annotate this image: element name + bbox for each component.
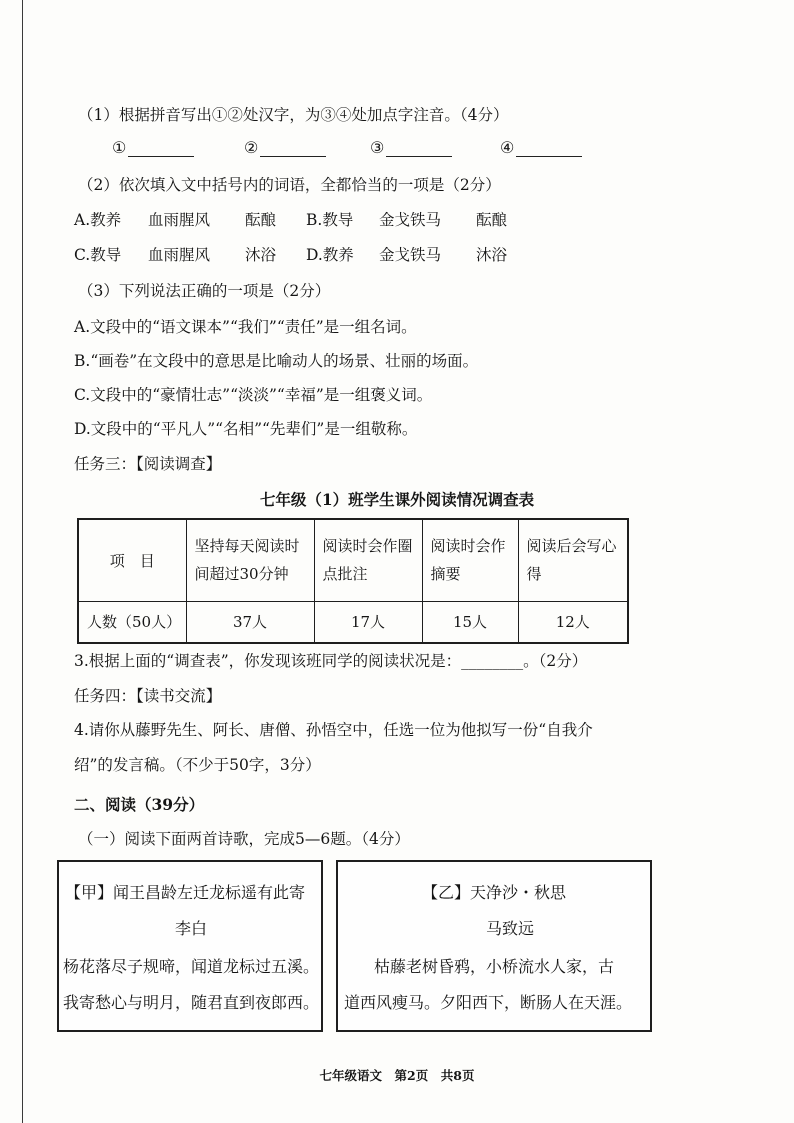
q3-option-b: B.“画卷”在文段中的意思是比喻动人的场景、壮丽的场面。 xyxy=(74,352,479,370)
survey-data-row xyxy=(78,601,628,643)
task4-prompt-line1: 4.请你从藤野先生、阿长、唐僧、孙悟空中，任选一位为他拟写一份“自我介 xyxy=(74,721,593,739)
section-2-subheading: （一）阅读下面两首诗歌，完成5—6题。（4分） xyxy=(78,830,410,848)
question-1-prompt: （1）根据拼音写出①②处汉字，为③④处加点字注音。（4分） xyxy=(78,106,509,124)
survey-row-label: 人数（50人） xyxy=(78,601,186,643)
binding-margin-line xyxy=(22,0,23,1123)
survey-value-annotation: 17人 xyxy=(314,601,422,643)
poem-jia-title: 【甲】闻王昌龄左迁龙标遥有此寄 xyxy=(65,883,306,902)
q2-option-c-word3: 沐浴 xyxy=(245,246,277,264)
task3-answer-blank[interactable]: ________ xyxy=(461,652,524,670)
q2-option-a-word2: 血雨腥风 xyxy=(148,211,211,229)
q3-option-a: A.文段中的“语文课本”“我们”“责任”是一组名词。 xyxy=(74,318,417,336)
q2-option-d-word2: 金戈铁马 xyxy=(379,246,442,264)
q2-option-b-word3: 酝酿 xyxy=(476,211,508,229)
q2-option-d-word3: 沐浴 xyxy=(476,246,508,264)
task4-prompt-line2: 绍”的发言稿。（不少于50字，3分） xyxy=(74,756,321,774)
q3-option-c: C.文段中的“豪情壮志”“淡淡”“幸福”是一组褒义词。 xyxy=(74,386,433,404)
poem-yi-box xyxy=(336,860,652,1032)
survey-value-excerpt: 15人 xyxy=(422,601,518,643)
poem-jia-box xyxy=(57,860,323,1032)
survey-header-item: 项 目 xyxy=(78,519,186,601)
answer-blank-4[interactable]: ④ xyxy=(500,138,582,157)
poem-yi-author: 马致远 xyxy=(486,919,535,938)
survey-header-reflection: 阅读后会写心得 xyxy=(518,519,628,601)
survey-header-annotation: 阅读时会作圈点批注 xyxy=(314,519,422,601)
answer-blank-2[interactable]: ② xyxy=(244,138,326,157)
q2-option-a-word1: A.教养 xyxy=(74,211,122,229)
task3-heading: 任务三：【阅读调查】 xyxy=(74,455,222,473)
survey-value-reflection: 12人 xyxy=(518,601,628,643)
poem-jia-author: 李白 xyxy=(175,919,208,938)
q3-option-d: D.文段中的“平凡人”“名相”“先辈们”是一组敬称。 xyxy=(74,420,418,438)
poem-jia-line-2: 我寄愁心与明月，随君直到夜郎西。 xyxy=(63,993,320,1012)
q2-option-b-word1: B.教导 xyxy=(306,211,354,229)
task3-question: 3.根据上面的“调查表”，你发现该班同学的阅读状况是：________。（2分） xyxy=(74,652,588,670)
answer-blank-1[interactable]: ① xyxy=(112,138,194,157)
poem-jia-line-1: 杨花落尽子规啼，闻道龙标过五溪。 xyxy=(63,957,320,976)
page-footer: 七年级语文 第2页 共8页 xyxy=(319,1068,475,1083)
poem-yi-line-2: 道西风瘦马。夕阳西下，断肠人在天涯。 xyxy=(344,993,633,1012)
survey-header-daily-reading: 坚持每天阅读时间超过30分钟 xyxy=(186,519,314,601)
task4-heading: 任务四：【读书交流】 xyxy=(74,687,222,705)
q2-option-c-word2: 血雨腥风 xyxy=(148,246,211,264)
q2-option-c-word1: C.教导 xyxy=(74,246,122,264)
question-2-prompt: （2）依次填入文中括号内的词语，全都恰当的一项是（2分） xyxy=(78,176,501,194)
survey-value-daily-reading: 37人 xyxy=(186,601,314,643)
survey-header-row xyxy=(78,519,628,601)
section-2-heading: 二、阅读（39分） xyxy=(74,795,205,814)
poem-yi-line-1: 枯藤老树昏鸦，小桥流水人家，古 xyxy=(374,957,615,976)
q2-option-a-word3: 酝酿 xyxy=(245,211,277,229)
answer-blanks xyxy=(112,138,592,164)
reading-survey-table xyxy=(77,518,629,644)
poem-yi-title: 【乙】天净沙・秋思 xyxy=(422,883,567,902)
question-3-prompt: （3）下列说法正确的一项是（2分） xyxy=(78,282,331,300)
survey-header-excerpt: 阅读时会作摘要 xyxy=(422,519,518,601)
answer-blank-3[interactable]: ③ xyxy=(370,138,452,157)
survey-table-title: 七年级（1）班学生课外阅读情况调查表 xyxy=(259,490,535,509)
q2-option-b-word2: 金戈铁马 xyxy=(379,211,442,229)
q2-option-d-word1: D.教养 xyxy=(306,246,354,264)
